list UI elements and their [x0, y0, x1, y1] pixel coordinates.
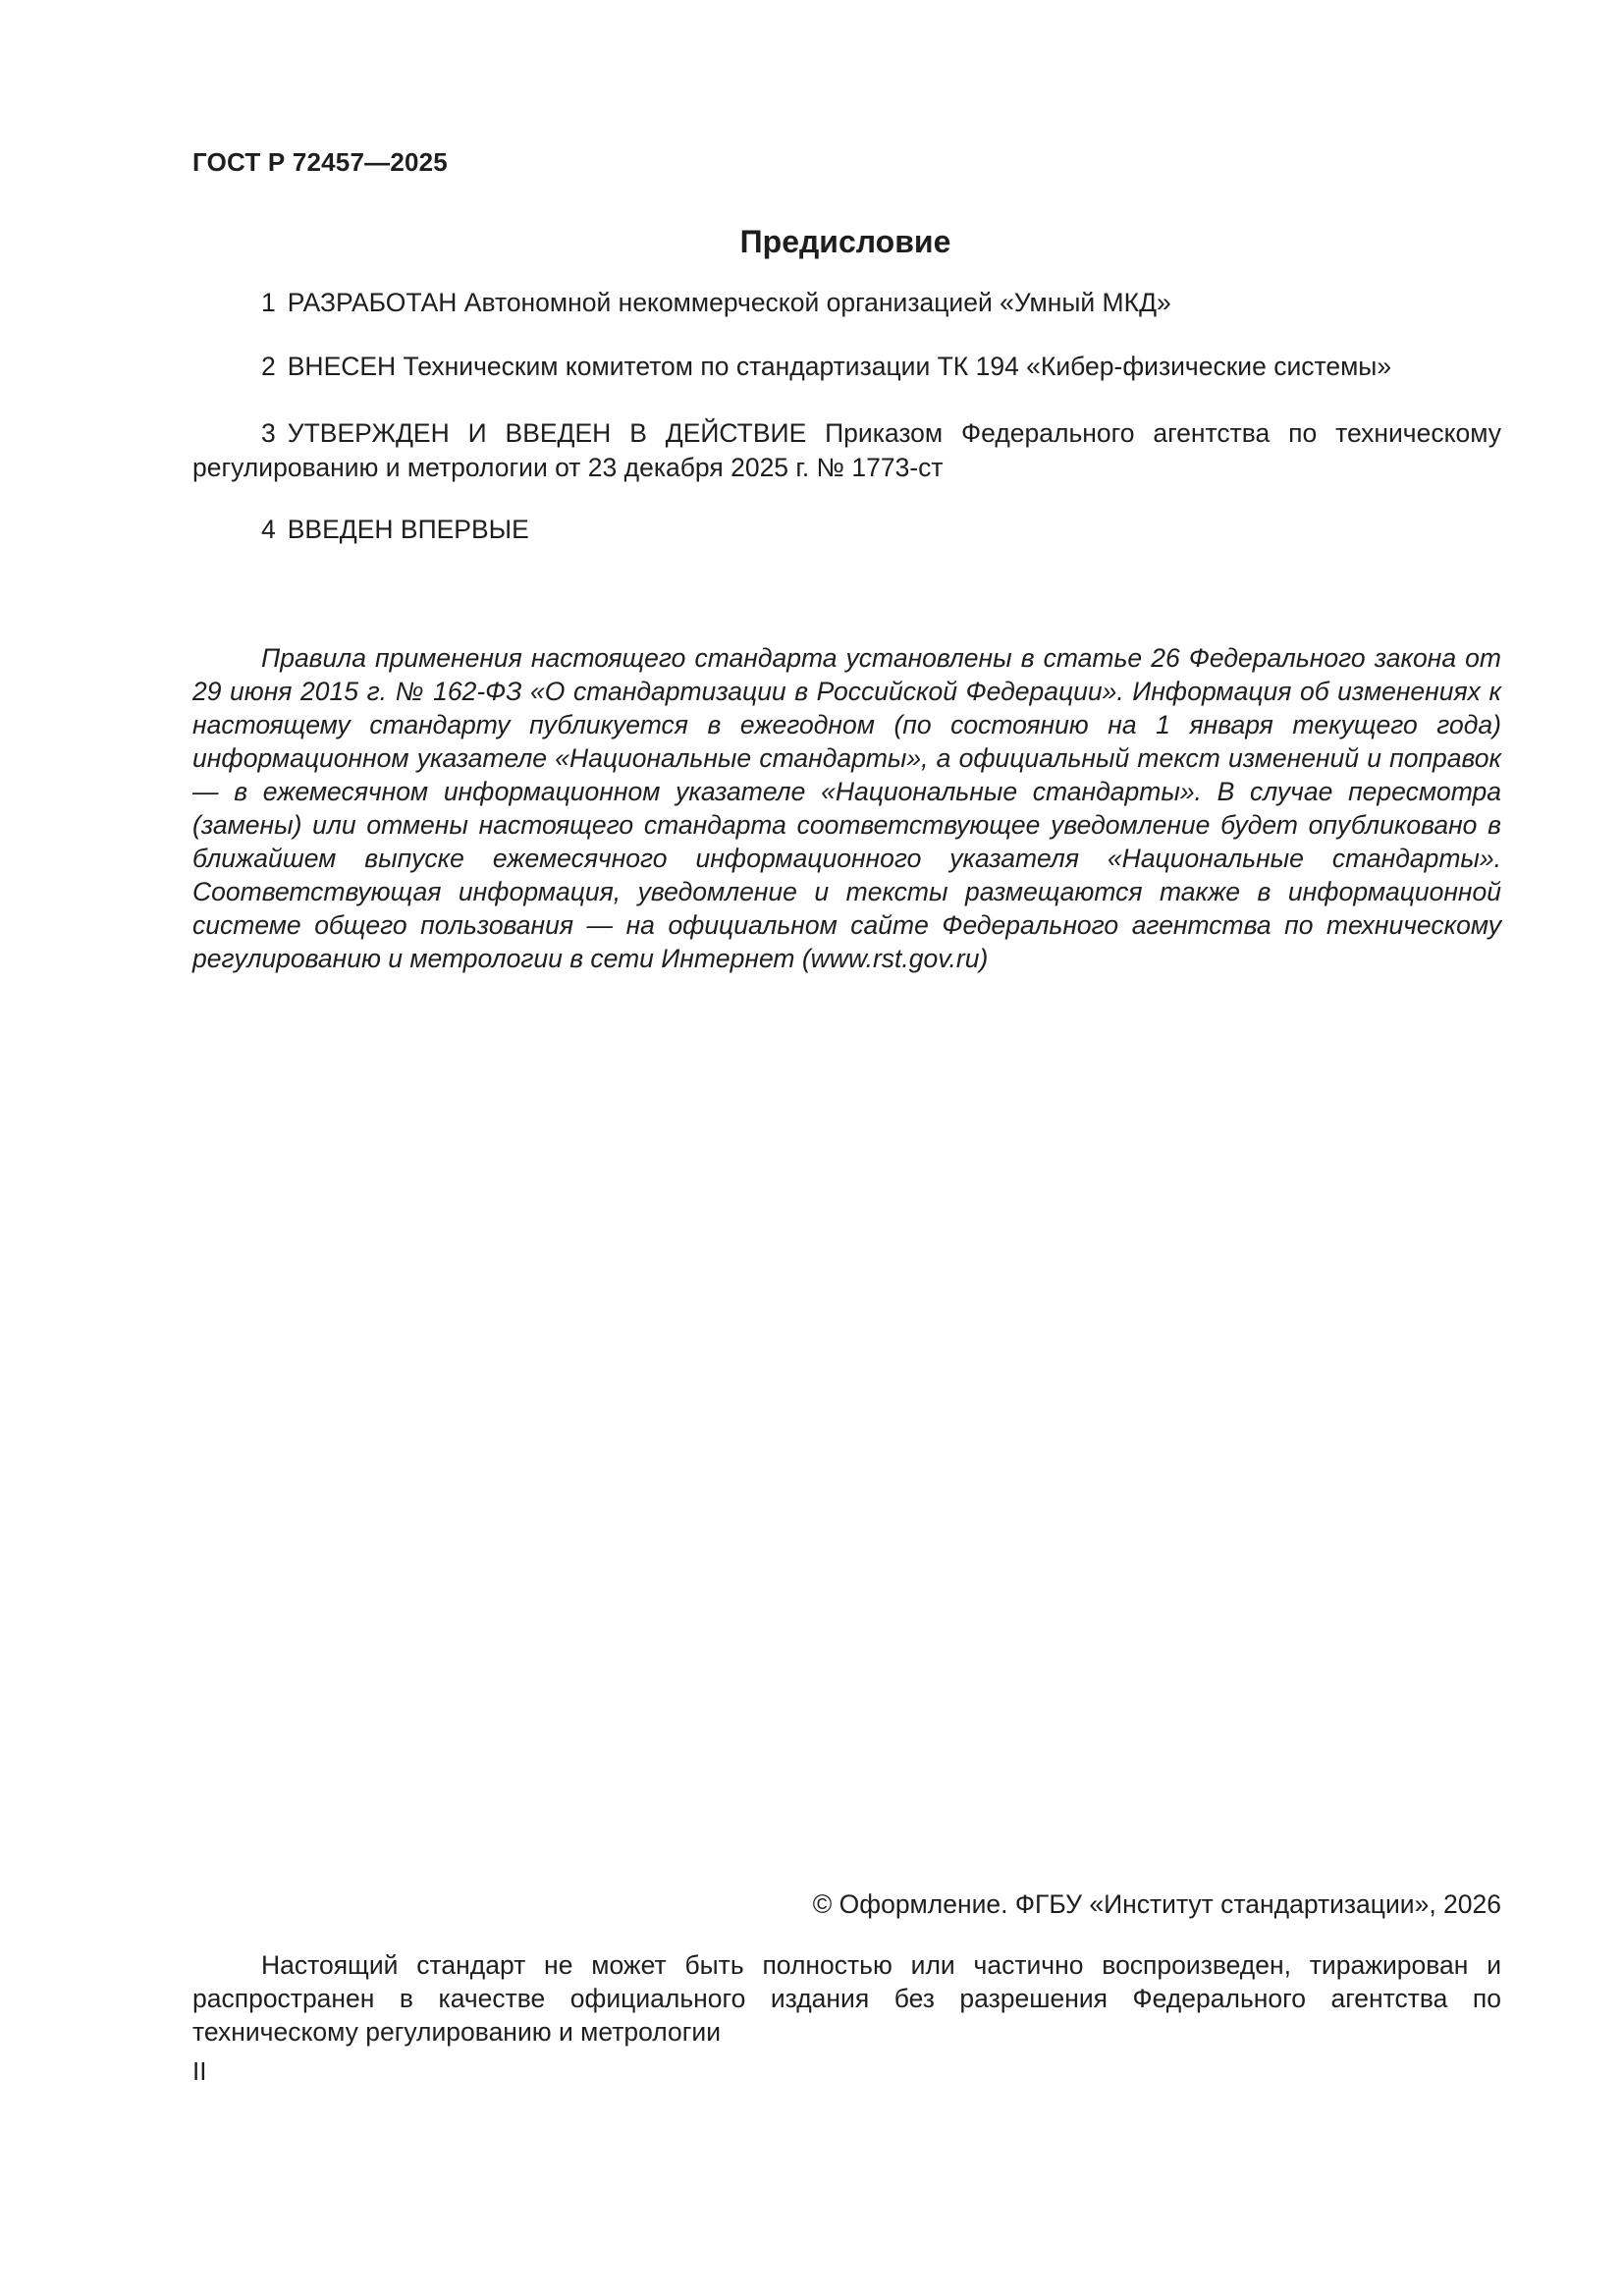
foreword-item-1 [192, 286, 1501, 320]
standard-code: ГОСТ Р 72457—2025 [192, 147, 448, 177]
foreword-item-3 [192, 416, 1501, 485]
item-number: 4 [261, 515, 276, 544]
item-text: ВВЕДЕН ВПЕРВЫЕ [287, 515, 529, 544]
foreword-item-2 [192, 350, 1501, 384]
item-text: УТВЕРЖДЕН И ВВЕДЕН В ДЕЙСТВИЕ Приказом Федерального агентства по техническому регулированию и метрологии от 23 декабря 2025 г. № 1773-ст [192, 418, 1501, 482]
page-number: II [192, 2056, 207, 2086]
item-number: 2 [261, 352, 276, 381]
item-number: 1 [261, 288, 276, 317]
rules-notice: Правила применения настоящего стандарта установлены в статье 26 Федерального закона от 29 июня 2015 г. № 162-ФЗ «О стандартизации в Российской Федерации». Информация об изменениях к настоящему стандарту публикуется в ежегодном (по состоянию на 1 января текущего года) информационном указателе «Национальные стандарты», а официальный текст изменений и поправок — в ежемесячном информационном указателе «Национальные стандарты». В случае пересмотра (замены) или отмены настоящего стандарта соответствующее уведомление будет опубликовано в ближайшем выпуске ежемесячного информационного указателя «Национальные стандарты». Соответствующая информация, уведомление и тексты размещаются также в информационной системе общего пользования — на официальном сайте Федерального агентства по техническому регулированию и метрологии в сети Интернет (www.rst.gov.ru) [192, 643, 1501, 973]
copyright-line: © Оформление. ФГБУ «Институт стандартизации», 2026 [812, 1889, 1501, 1919]
foreword-item-4 [192, 513, 1501, 547]
item-text: РАЗРАБОТАН Автономной некоммерческой организацией «Умный МКД» [287, 288, 1171, 317]
foreword-title: Предисловие [739, 224, 951, 259]
item-number: 3 [261, 418, 276, 448]
item-text: ВНЕСЕН Техническим комитетом по стандартизации ТК 194 «Кибер-физические системы» [287, 352, 1392, 381]
reproduction-notice: Настоящий стандарт не может быть полностью или частично воспроизведен, тиражирован и распространен в качестве официального издания без разрешения Федерального агентства по техническому регулированию и метрологии [192, 1950, 1501, 2047]
